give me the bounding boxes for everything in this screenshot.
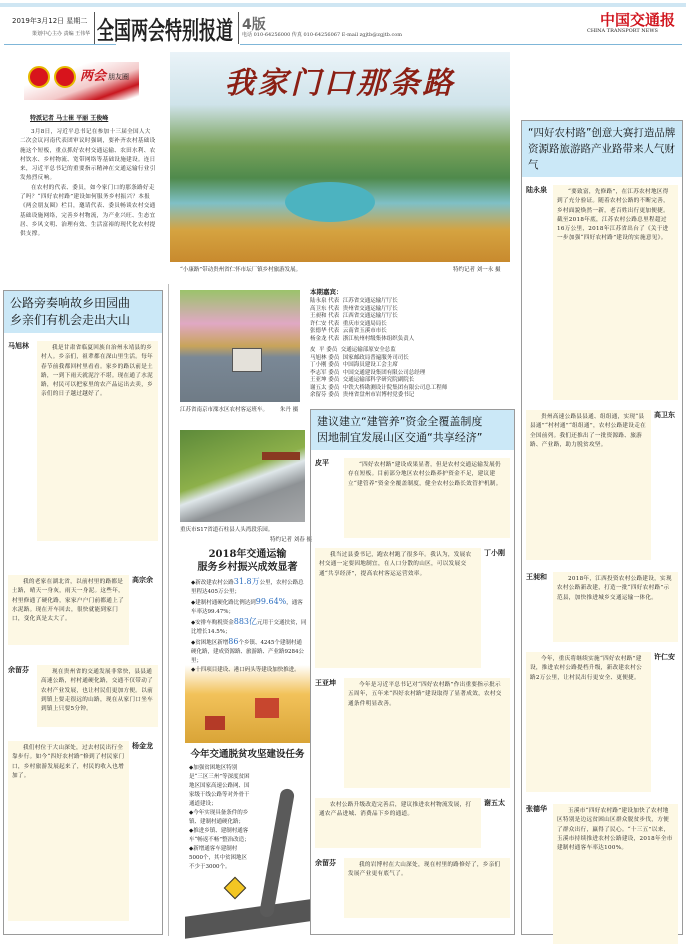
right-article-title: “四好农村路”创意大赛打造品牌 资源路旅游路产业路带来人气财气 — [522, 121, 682, 177]
entry: 张德华 玉溪市“四好农村路”建设加快了农村地区特别是边远贫困山区群众脱贫步伐，方便了群众出行，赢得了民心。“十三五”以来，玉溪市持续推进农村公路建设，2018年全市建制村通客车率达100%。 — [526, 804, 678, 944]
top-rule — [0, 3, 686, 7]
entry: 皮平 “四好农村路”建设成果显著，但是农村交通运输发展仍存在短板。目前部分地区农村公路养护资金不足，建议建立“建管养”资金全覆盖制度，健全农村公路长效管护机制。 — [315, 458, 510, 538]
guest-entry: 余留芬 委员 贵州省盘州市岩博村党委书记 — [310, 392, 415, 398]
entry: 王亚坤 今年是习近平总书记对“四好农村路”作出重要指示批示五周年，五年来“四好农村路”建设取得了显著成效，农村交通条件明显改善。 — [315, 678, 510, 788]
lake — [285, 182, 375, 222]
entry: 陆永泉 “要致富，先修路”，在江苏农村地区得到了充分验证。随着农村公路的不断完善，乡村面貌焕然一新，老百姓出行更加便捷。截至2018年底，江苏农村公路总里程超过16万公里，2018年江苏省出台了《关于进一步加强“四好农村路”建设的实施意见》。 — [526, 185, 678, 400]
guest-entry: 谢五太 委员 中铁大桥勘测设计院集团有限公司总工程师 — [310, 384, 448, 391]
photo-credit: 特约记者 刘春 摄 — [270, 537, 312, 543]
left-article-box — [3, 290, 163, 935]
bullet: ◆建制村通硬化路比例达到99.64%，通客车率达99.47%； — [191, 597, 303, 615]
newspaper-logo: 中国交通报 — [600, 11, 676, 29]
bullet: ◆推进乡镇、建制村通客车“畅返不畅”整治改造； — [189, 828, 250, 843]
entry: 马旭林 我是甘肃省临夏回族自治州永靖县的乡村人。乡亲们，祖辈都在深山里生活。每年春节前我都回村里看看。家乡的路以前是土路，一到下雨天就泥泞不堪。现在通了水泥路，村民可以把家里的农产品运出去卖，乡亲们的日子越过越好了。 — [8, 341, 158, 541]
issue-date: 2019年3月12日 星期二 — [12, 17, 88, 25]
photo-credit: 特约记者 刘一永 摄 — [453, 267, 501, 273]
entry: 余留芬 我的岩博村在大山深处，现在村里的路修好了，乡亲们发展产业更有底气了。 — [315, 858, 510, 918]
guest-entry: 马旭林 委员 国家邮政局普遍服务司司长 — [310, 354, 409, 361]
divider — [238, 12, 239, 44]
divider — [240, 44, 682, 45]
contact-info: 电话 010-64256000 传真 010-64256067 E-mail zgjtb@zgjtb.com — [242, 32, 402, 38]
bullet: ◆贫困地区新增86个乡镇、4245个建制村通硬化路，建成资源路、旅游路、产业路9284公里； — [191, 637, 304, 664]
guest-entry: 丁小刚 委员 中国海员建设工会主席 — [310, 362, 398, 368]
entry: 今年，重庆将继续实施“四好农村路”建设，推进农村公路提档升级，新改建农村公路2万公里，让村民出行更安全、更便捷。 许仁安 — [526, 652, 678, 792]
cppcc-emblem-icon — [54, 66, 76, 88]
photo-caption: 江苏省南京市溧水区农村客运班车。 — [180, 407, 269, 413]
entry: 王昶和 2018年，江西投资农村公路建设，实现农村公路新改建，打造一批“四好农村路”示范县，加快推进城乡交通运输一体化。 — [526, 572, 678, 642]
banner-sub: 朋友圈 — [108, 73, 129, 81]
bus — [232, 348, 262, 372]
national-emblem-icon — [28, 66, 50, 88]
divider — [94, 12, 95, 44]
mid-article-box — [310, 409, 515, 935]
feature-title: 我家门口那条路 — [224, 66, 456, 101]
guest-heading: 本期嘉宾： — [310, 288, 343, 296]
house-icon — [255, 698, 279, 718]
road-graphic — [185, 899, 310, 939]
bullet: ◆新增通客车建制村5000个，其中贫困地区不少于3000个。 — [189, 846, 247, 870]
friends-circle-banner — [24, 62, 139, 100]
bullet: ◆加强贫困地区特别是“三区三州”等深度贫困地区国家高速公路网、国家级干线公路等对外骨干通道建设； — [189, 765, 250, 807]
entry: 贵州高速公路县县通、组组通，实现“县县通”“村村通”“组组通”，农村公路建设走在全国前列。我们还推出了一批资源路、旅游路、产业路，助力脱贫攻坚。 高卫东 — [526, 410, 678, 560]
house-icon — [205, 716, 225, 730]
road-photo — [180, 430, 305, 522]
bus-photo — [180, 290, 300, 402]
guest-entry: 李志军 委员 中国交通建设集团有限公司总经理 — [310, 369, 426, 376]
guest-entry: 张德华 代表 云南省玉溪市市长 — [310, 328, 387, 334]
guest-entry: 王昶和 代表 江西省交通运输厅厅长 — [310, 313, 398, 319]
page-number: 4版 — [242, 17, 266, 33]
entry: 我当过县委书记，跑农村跑了很多年。我认为，发展农村交通一定要因地制宜，在人口分散的山区，可以发展交通“共享经济”，提高农村客运运营效率。 丁小刚 — [315, 548, 510, 668]
paragraph: 在农村的代表、委员，如今家门口的那条路好走了吗？“四好农村路”建设如何服务乡村振兴？本报《两会朋友圈》栏目，邀请代表、委员畅谈农村交通基础设施网络，完善乡村物流，为产业兴旺、生态宜居、乡风文明、治理有效、生活富裕的现代化农村提供支撑。 — [20, 184, 156, 238]
infographic-title: 今年交通脱贫攻坚建设任务 — [190, 749, 305, 760]
newspaper-logo-en: CHINA TRANSPORT NEWS — [587, 28, 658, 34]
byline: 特派记者 马士崔 平丽 王俊峰 — [30, 115, 109, 122]
guest-entry: 皮 平 委员 交通运输部原安全总监 — [310, 347, 396, 353]
infographic-tasks — [185, 748, 310, 936]
guest-entry: 王亚坤 委员 交通运输部科学研究院副院长 — [310, 377, 415, 383]
main-photo — [170, 52, 510, 262]
photo-caption: “小康路”带动贵州省仁怀市坛厂镇乡村旅游发展。 — [180, 267, 302, 273]
guest-entry: 许仁安 代表 重庆市交通局局长 — [310, 320, 387, 327]
guest-entry: 杨金龙 代表 浙江杭州村级集体组织负责人 — [310, 335, 415, 342]
banner-label: 两会 — [80, 69, 107, 84]
mid-article-title: 建议建立“建管养”资金全覆盖制度 因地制宜发展山区交通“共享经济” — [311, 410, 514, 450]
editors: 策划中心主办 责编 王伟华 — [32, 31, 91, 37]
entry: 我的老家在湖北省，以前村里的路都是土路，晴天一身灰，雨天一身泥。这些年，村里修通了硬化路，家家户户门前都通上了水泥路。现在开车回去，很快就能到家门口，变化真是太大了。 高宗余 — [8, 575, 158, 645]
guest-entry: 陆永泉 代表 江苏省交通运输厅厅长 — [310, 298, 398, 304]
guest-list — [310, 288, 515, 400]
infographic-2018 — [185, 548, 310, 743]
arrow-sign-icon — [224, 877, 247, 900]
photo-caption: 重庆市S17省道石柱县人头湾段乐园。 — [180, 527, 274, 533]
bullet: ◆安排车购税资金883亿元用于交通扶贫，同比增长14.5%； — [191, 617, 307, 635]
entry: 余留芬 现在贵州省的交通发展非常快，县县通高速公路，村村通硬化路，交通不仅带动了农村产业发展，也让村民们更加方便。以前到镇上要走很远的山路，现在从家门口坐车到镇上只要5分钟。 — [8, 665, 158, 727]
column-rule — [168, 284, 169, 936]
bullet: ◆新改建农村公路31.8万公里，农村公路总里程达405万公里； — [191, 577, 304, 595]
photo-credit: 朱丹 摄 — [280, 407, 299, 413]
archway — [262, 452, 300, 460]
guest-entry: 高卫东 代表 贵州省交通运输厅厅长 — [310, 305, 398, 312]
bullet: ◆今年实现具备条件的乡镇、建制村通硬化路； — [189, 810, 249, 825]
right-article-box — [521, 120, 683, 935]
intro-text — [20, 128, 156, 240]
paragraph: 3月8日，习近平总书记在参加十三届全国人大二次会议河南代表团审议时强调，要补齐农村基础设施这个短板，重点抓好农村交通运输、农田水利、农村饮水、乡村物流、宽带网络等基础设施建设。连日来，习近平总书记的重要指示精神在交通运输行业引发热烈反响。 — [20, 129, 156, 182]
left-article-title: 公路旁奏响故乡田园曲 乡亲们有机会走出大山 — [4, 291, 162, 333]
masthead: 全国两会特别报道 — [97, 17, 233, 47]
guest-entries — [310, 298, 515, 400]
infographic-title: 2018年交通运输 服务乡村振兴成效显著 — [197, 549, 298, 573]
bullet: ◆十四项目建设、港口码头等建设加快推进。 — [191, 667, 300, 673]
entry: 我们村位于大山深处，过去村民出行全靠步行。如今“四好农村路”修到了村民家门口，乡村旅游发展起来了，村民的收入也增加了。 杨金龙 — [8, 741, 158, 921]
entry: 农村公路升级改造完善后，建议推进农村物流发展，打通农产品进城、消费品下乡的通道。 谢五太 — [315, 798, 510, 848]
